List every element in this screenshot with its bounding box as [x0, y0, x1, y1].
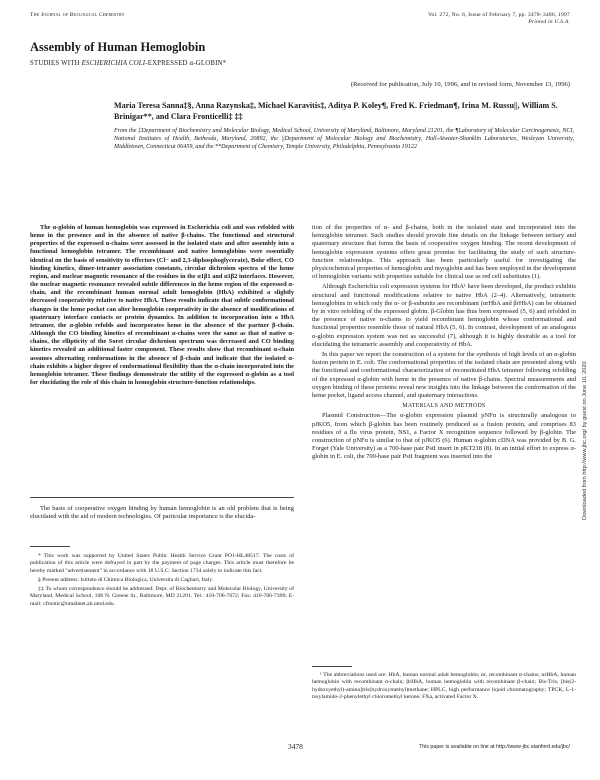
footnote-funding: * This work was supported by United States Public Health Service Grant PO1-HL48517. The costs of publication of this article were defrayed in part by the payment of page charges. This article must therefore be hereby marked "advertisement" in accordance with 18 U.S.C. Section 1734 solely to indicate this fact. [30, 553, 294, 574]
received-dates: (Received for publication, July 10, 1996, and in revised form, November 13, 1996) [350, 81, 570, 88]
body-right-column [312, 224, 576, 464]
abstract: The α-globin of human hemoglobin was expressed in Escherichia coli and was refolded with heme in the presence and in the absence of native β-chains. The functional and structural properties of the expressed α-chains were assessed in the isolated state and after assembly into a functional hemoglobin tetramer. The recombinant and native hemoglobins were essentially identical on the basis of sensitivity to effectors (Cl− and 2,3-diphosphoglycerate), Bohr effect, CO binding kinetics, dimer-tetramer association constants, circular dichroism spectra of the heme region, and nuclear magnetic resonance of the residues in the α1β1 and α1β2 interfaces. However, the nuclear magnetic resonance revealed subtle differences in the heme region of the expressed α-chain, and the recombinant human normal adult hemoglobin (HbA) exhibited a slightly decreased cooperativity relative to native HbA. These results indicate that subtle conformational changes in the heme pocket can alter hemoglobin cooperativity in the absence of modifications of quaternary interface contacts or protein dynamics. In addition to incorporation into a HbA tetramer, the α-globin refolds and incorporates heme in the absence of the partner β-chain. Although the CO binding kinetics of recombinant α-chains were the same as that of native α-chains, the ellipticity of the Soret circular dichroism spectrum was decreased and CO binding kinetics revealed an additional faster component. These results show that recombinant α-chain assumes alternating conformations in the absence of β-chain and indicate that the isolated α-chain exhibits a higher degree of conformational flexibility than the α-chain incorporated into the hemoglobin tetramer. These findings demonstrate the utility of the expressed α-globin as a tool for elucidating the role of this chain in hemoglobin structure-function relationships. [30, 224, 294, 386]
subtitle-suffix: -EXPRESSED α-GLOBIN* [145, 60, 227, 67]
paragraph-this-paper: In this paper we report the construction of a system for the synthesis of high levels of an α-globin fusion protein in E. coli. The conformational properties of the isolated chain are presented along with the functional and conformational characterization of reconstituted HbA tetramer following refolding of the expressed α-globin with heme in the presence of native β-chains. Spectral measurements and oxygen binding of these proteins reveal new insights into the linkage between the conformation of the heme pocket, ligand access channel, and quaternary interactions. [312, 351, 576, 400]
printed-line: Printed in U.S.A. [528, 18, 570, 25]
article-title: Assembly of Human Hemoglobin [30, 40, 206, 54]
footnote-rule-right [312, 666, 352, 667]
footnotes-left [30, 553, 294, 610]
subtitle-prefix: STUDIES WITH [30, 60, 82, 67]
author-list: Maria Teresa Sanna‡§, Anna Razynska‡, Michael Karavitis‡, Aditya P. Koley¶, Fred K. Friedman¶, Irina M. Russu||, William S. Brinigar**, and Clara Fronticelli‡ ‡‡ [114, 101, 558, 121]
paragraph-continued: tion of the properties of α- and β-chains, both in the isolated state and incorporated into the hemoglobin tetramer. Such studies should provide fine details on the linkage between tertiary and quaternary structure that forms the basis of cooperative oxygen binding. The recent development of hemoglobin expression systems offers great promise for facilitating the study of such structure-function relationships. This approach has been particularly useful for investigating the physicochemical properties of hemoglobin and myoglobin and has been employed in the development of hemoglobin variants with properties suitable for clinical use as red cell substitutes (1). [312, 224, 576, 281]
footnote-present-address: § Present address: Istituto di Chimica Biologica, Universita di Cagliari, Italy. [38, 576, 214, 583]
running-header-journal: The Journal of Biological Chemistry [30, 12, 125, 18]
article-subtitle [30, 60, 226, 67]
running-header-issue [428, 12, 570, 25]
paragraph-expression: Although Escherichia coli expression systems for HbA¹ have been developed, the product exhibits structural and functional modifications relative to native HbA (2–4). Alternatively, tetrameric hemoglobins in which only the α- or β-subunits are recombinant (αrHbA and βrHbA) can be obtained by in vitro refolding of the expressed globin. β-Globin has thus been expressed (5, 6) and refolded in the presence of native α-chains to yield recombinant hemoglobin whose conformational and functional properties resemble those of natural HbA (5, 6). In contrast, development of an analogous α-globin expression system was not as successful (7), although it is highly desirable as a tool for elucidating the tetrameric assembly and cooperativity of HbA. [312, 283, 576, 348]
online-availability-note: This paper is available on line at http://www-jbc.stanford.edu/jbc/ [418, 744, 570, 750]
volume-line: Vol. 272, No. 6, Issue of February 7, pp. 3478–3486, 1997 [428, 12, 570, 18]
paragraph-plasmid: Plasmid Construction—The α-globin expression plasmid pNFα is structurally analogous to pJKO5, from which β-globin has been routinely produced as a fusion protein, and comprises 83 residues of a flu virus protein, NS1, a Factor X recognition sequence followed by β-globin. The construction of pNFα is similar to that of pJKO5 (6). Human α-globin cDNA was provided by B. G. Forget (Yale University) as a 700-base pair PstI insert in pKT218 (8). In an initial effort to express α-globin in E. coli, the 700-base pair PstI fragment was inserted into the [312, 412, 576, 461]
affiliations: From the ‡Department of Biochemistry and Molecular Biology, Medical School, University of Maryland, Baltimore, Maryland 21201, the ¶Laboratory of Molecular Carcinogenesis, NCI, National Institutes of Health, Bethesda, Maryland, 20892, the ||Department of Molecular Biology and Biochemistry, Hall-Atwater-Shanklin Laboratories, Wesleyan University, Middletown, Connecticut 06459, and the **Department of Chemistry, Temple University, Philadelphia, Pennsylvania 19122 [114, 128, 574, 151]
subtitle-organism: ESCHERICHIA COLI [81, 60, 146, 67]
page-number: 3478 [288, 742, 303, 751]
download-watermark: Downloaded from http://www.jbc.org/ by guest on June 10, 2020 [582, 361, 588, 520]
footnote-abbreviations: ¹ The abbreviations used are: HbA, human normal adult hemoglobin; αr, recombinant α-chains; αrHbA, human hemoglobin with recombinant α-chain; βrHbA, human hemoglobin with recombinant β-chain; Bis-Tris, [bis(2-hydroxyethyl)-amino]tris(hydroxymethyl)methane; HPLC, high performance liquid chromatography; TPCK, L-1-tosylamido-2-phenylethyl chloromethyl ketone; FXa, activated Factor X. [312, 672, 576, 700]
intro-paragraph-left: The basis of cooperative oxygen binding by human hemoglobin is an old problem that is being elucidated with the aid of modern technologies. Of particular importance is the elucida- [30, 505, 294, 521]
abstract-divider [30, 497, 294, 498]
methods-heading: MATERIALS AND METHODS [402, 403, 486, 410]
footnote-correspondence: ‡‡ To whom correspondence should be addressed: Dept. of Biochemistry and Molecular Biology, University of Maryland, Medical School, 108 N. Greene St., Baltimore, MD 21201. Tel.: 410-706-7672; Fax: 410-706-7390; E-mail: cfrontic@umabnet.ab.umd.edu. [30, 586, 294, 607]
footnote-rule-left [30, 546, 70, 547]
